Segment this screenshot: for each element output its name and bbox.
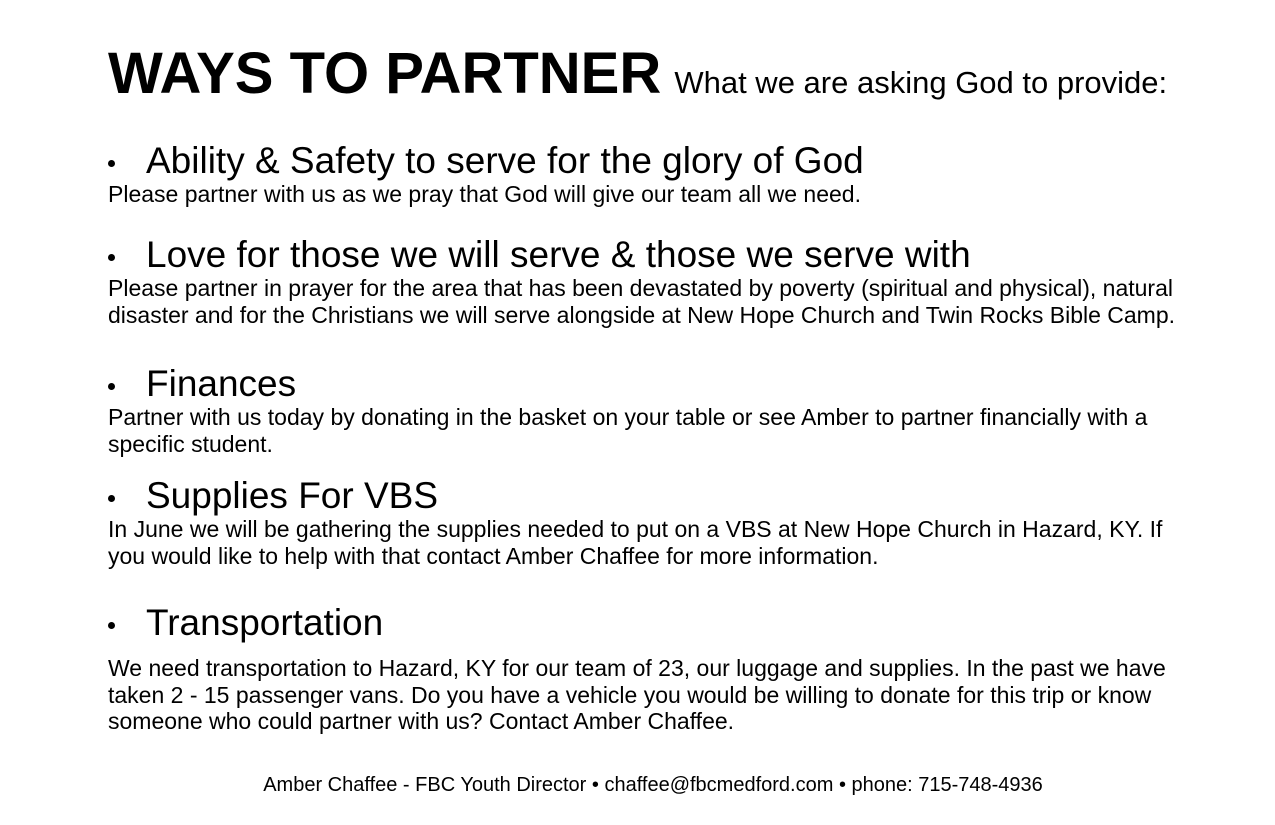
- section-heading-text: Supplies For VBS: [146, 475, 439, 516]
- section-heading-text: Ability & Safety to serve for the glory of God: [146, 140, 864, 181]
- bullet-icon: [108, 383, 115, 390]
- section-heading: [108, 603, 1198, 643]
- section-supplies-vbs: [108, 476, 1198, 569]
- section-ability-safety: [108, 141, 1198, 208]
- bullet-icon: [108, 254, 115, 261]
- section-love: [108, 235, 1198, 328]
- section-body: Partner with us today by donating in the basket on your table or see Amber to partner financially with a specific student.: [108, 404, 1148, 457]
- bullet-icon: [108, 495, 115, 502]
- bullet-icon: [108, 622, 115, 629]
- section-heading: [108, 476, 1198, 516]
- section-heading: [108, 364, 1198, 404]
- bullet-icon: [108, 160, 115, 167]
- page-header: [108, 40, 1167, 107]
- page-subtitle: What we are asking God to provide:: [674, 65, 1168, 100]
- section-body: We need transportation to Hazard, KY for our team of 23, our luggage and supplies. In the past we have taken 2 - 15 passenger vans. Do you have a vehicle you would be willing to donate for this trip or know someone who could partner with us? Contact Amber Chaffee.: [108, 655, 1166, 734]
- section-body: Please partner with us as we pray that God will give our team all we need.: [108, 181, 861, 207]
- flyer-page: [108, 0, 1198, 825]
- section-heading: [108, 235, 1198, 275]
- section-transportation: [108, 603, 1198, 735]
- section-heading-text: Love for those we will serve & those we serve with: [146, 234, 971, 275]
- section-heading-text: Finances: [146, 363, 297, 404]
- section-body: Please partner in prayer for the area that has been devastated by poverty (spiritual and physical), natural disaster and for the Christians we will serve alongside at New Hope Church and Twin Rocks Bible Camp.: [108, 275, 1176, 328]
- section-finances: [108, 364, 1198, 457]
- section-body: In June we will be gathering the supplies needed to put on a VBS at New Hope Church in Hazard, KY. If you would like to help with that contact Amber Chaffee for more information.: [108, 516, 1163, 569]
- contact-footer: Amber Chaffee - FBC Youth Director • chaffee@fbcmedford.com • phone: 715-748-4936: [263, 774, 1043, 796]
- section-heading: [108, 141, 1198, 181]
- section-heading-text: Transportation: [146, 602, 384, 643]
- page-title: WAYS TO PARTNER: [108, 41, 662, 106]
